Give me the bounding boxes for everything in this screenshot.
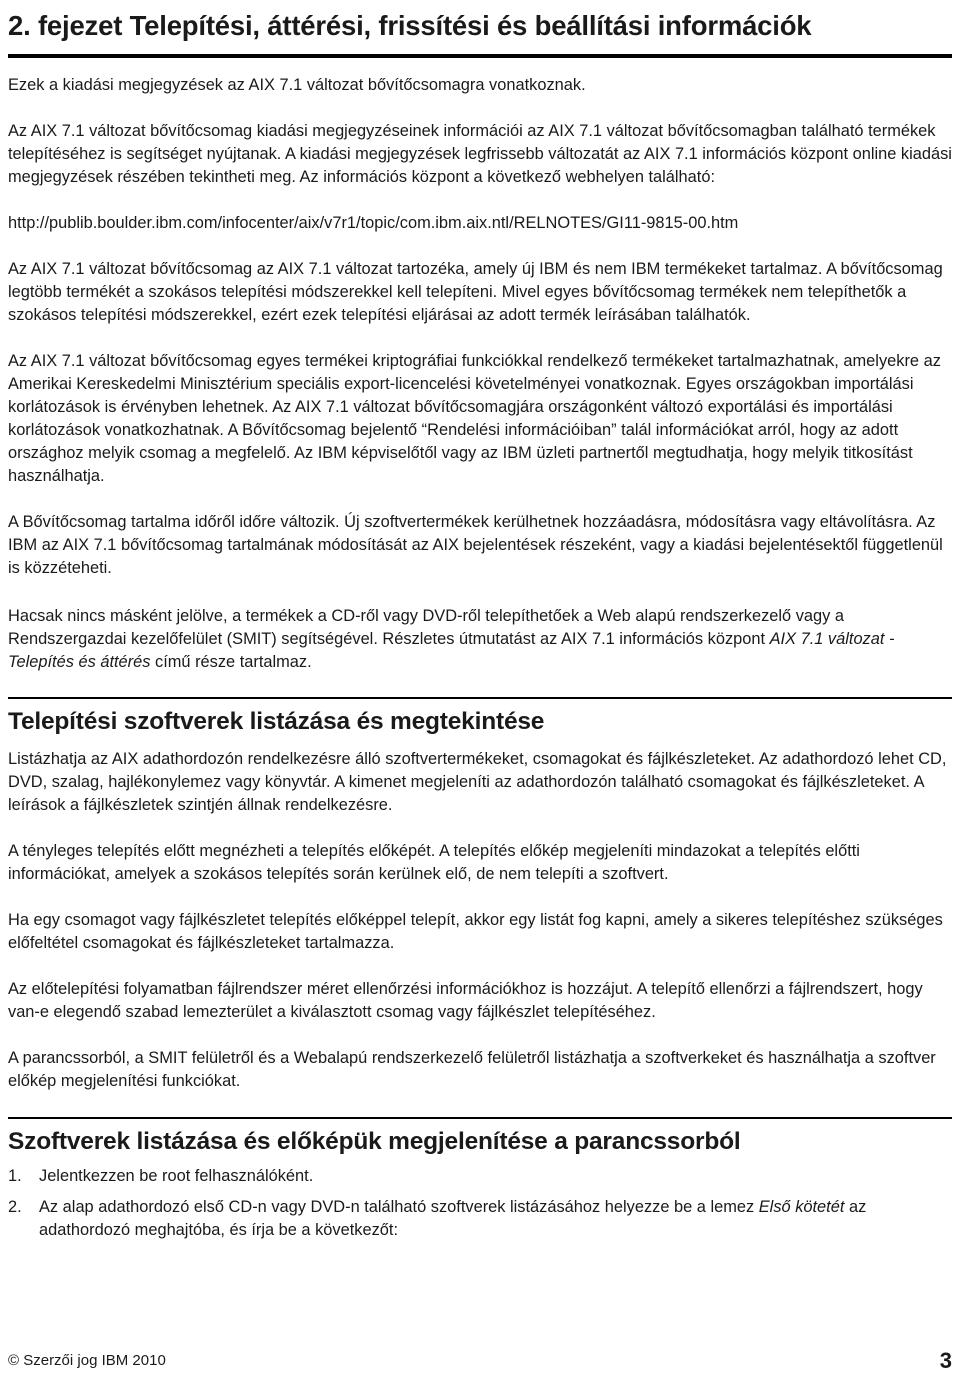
installation-paragraph [8, 605, 952, 674]
page-footer [8, 1349, 952, 1373]
installation-guide-title: AIX 7.1 változat - Telepítés és áttérés [8, 630, 895, 671]
step-number: 2. [8, 1198, 22, 1216]
cryptography-paragraph: Az AIX 7.1 változat bővítőcsomag egyes termékei kriptográfiai funkciókkal rendelkező termékeket tartalmazhatnak, amelyekre az Amerikai Kereskedelmi Minisztérium speciális export-licencelési követelményei vonatkoznak. Egyes országokban importálási korlátozások is érvényben lehetnek. Az AIX 7.1 változat bővítőcsomagjára országonként változó exportálási és importálási korlátozások vonatkozhatnak. A Bővítőcsomag bejelentő “Rendelési információiban” talál információkat arról, hogy az adott országhoz melyik csomag a megfelelő. Az IBM képviselőtől vagy az IBM üzleti partnertől megtudhatja, hogy melyik titkosítást használhatja. [8, 352, 941, 485]
intro-paragraph: Ezek a kiadási megjegyzések az AIX 7.1 változat bővítőcsomagra vonatkoznak. [8, 76, 586, 94]
listing-paragraph-4: Az előtelepítési folyamatban fájlrendszer méret ellenőrzési információkhoz is hozzájut. A telepítő ellenőrzi a fájlrendszert, hogy van-e elegendő szabad lemezterület a kiválasztott csomag vagy fájlkészlet telepítéséhez. [8, 980, 923, 1021]
step-text-start: Az alap adathordozó első CD-n vagy DVD-n található szoftverek listázásához helyezze be a lemez [39, 1198, 759, 1216]
document-page [8, 0, 952, 1250]
listing-paragraph-2: A tényleges telepítés előtt megnézheti a telepítés előképét. A telepítés előkép megjeleníti mindazokat a telepítés előtti információkat, amelyek a szokásos telepítés során kerülnek elő, de nem telepíti a szoftvert. [8, 842, 860, 883]
list-item [8, 1165, 952, 1188]
section-heading-listing: Telepítési szoftverek listázása és megtekintése [8, 697, 952, 737]
listing-paragraph-3: Ha egy csomagot vagy fájlkészletet telepítés előképpel telepít, akkor egy listát fog kapni, amely a sikeres telepítéshez szükséges előfeltétel csomagokat és fájlkészleteket tartalmazza. [8, 911, 943, 952]
installation-text-start: Hacsak nincs másként jelölve, a termékek a CD-ről vagy DVD-ről telepíthetőek a Web alapú rendszerkezelő vagy a Rendszergazdai kezelőfelület (SMIT) segítségével. Részletes útmutatást az AIX 7.1 információs központ [8, 607, 845, 648]
steps-list [8, 1165, 952, 1242]
installation-text-end: című része tartalmaz. [150, 653, 312, 671]
listing-paragraph-1: Listázhatja az AIX adathordozón rendelkezésre álló szoftvertermékeket, csomagokat és fájlkészleteket. Az adathordozó lehet CD, DVD, szalag, hajlékonylemez vagy könyvtár. A kimenet megjeleníti az adathordozón található csomagokat és fájlkészleteket. A leírások a fájlkészletek szintjén állnak rendelkezésre. [8, 750, 947, 814]
content-changes-paragraph: A Bővítőcsomag tartalma időről időre változik. Új szoftvertermékek kerülhetnek hozzáadásra, módosításra vagy eltávolításra. Az IBM az AIX 7.1 bővítőcsomag tartalmának módosítását az AIX bejelentések részeként, vagy a kiadási bejelentésektől függetlenül is közzéteheti. [8, 513, 943, 577]
expansion-pack-paragraph: Az AIX 7.1 változat bővítőcsomag az AIX 7.1 változat tartozéka, amely új IBM és nem IBM termékeket tartalmaz. A bővítőcsomag legtöbb termékét a szokásos telepítési módszerekkel kell telepíteni. Mivel egyes bővítőcsomag termékek nem telepíthetők a szokásos telepítési módszerekkel, ezért ezek telepítési eljárásai az adott termék leírásában találhatók. [8, 260, 943, 324]
infocenter-url: http://publib.boulder.ibm.com/infocenter/aix/v7r1/topic/com.ibm.aix.ntl/RELNOTES/GI11-9815-00.htm [8, 214, 739, 232]
step-text: Jelentkezzen be root felhasználóként. [39, 1167, 314, 1185]
listing-paragraph-5: A parancssorból, a SMIT felületről és a Webalapú rendszerkezelő felületről listázhatja a szoftverkeket és használhatja a szoftver előkép megjelenítési funkciókat. [8, 1049, 936, 1090]
step-number: 1. [8, 1167, 22, 1185]
page-number: 3 [939, 1348, 952, 1373]
section-heading-command-line: Szoftverek listázása és előképük megjelenítése a parancssorból [8, 1117, 952, 1157]
copyright-notice: © Szerzői jog IBM 2010 [8, 1352, 166, 1369]
step-text [39, 1196, 952, 1242]
volume-name: Első kötetét [758, 1198, 845, 1216]
list-item [8, 1196, 952, 1242]
chapter-title: 2. fejezet Telepítési, áttérési, frissítési és beállítási információk [8, 0, 952, 58]
release-notes-paragraph: Az AIX 7.1 változat bővítőcsomag kiadási megjegyzéseinek információi az AIX 7.1 változat bővítőcsomagban található termékek telepítéséhez is segítséget nyújtanak. A kiadási megjegyzések legfrissebb változatát az AIX 7.1 információs központ online kiadási megjegyzések részében tekintheti meg. Az információs központ a következő webhelyen található: [8, 122, 952, 186]
step-text-end: az adathordozó meghajtóba, és írja be a következőt: [39, 1198, 867, 1239]
